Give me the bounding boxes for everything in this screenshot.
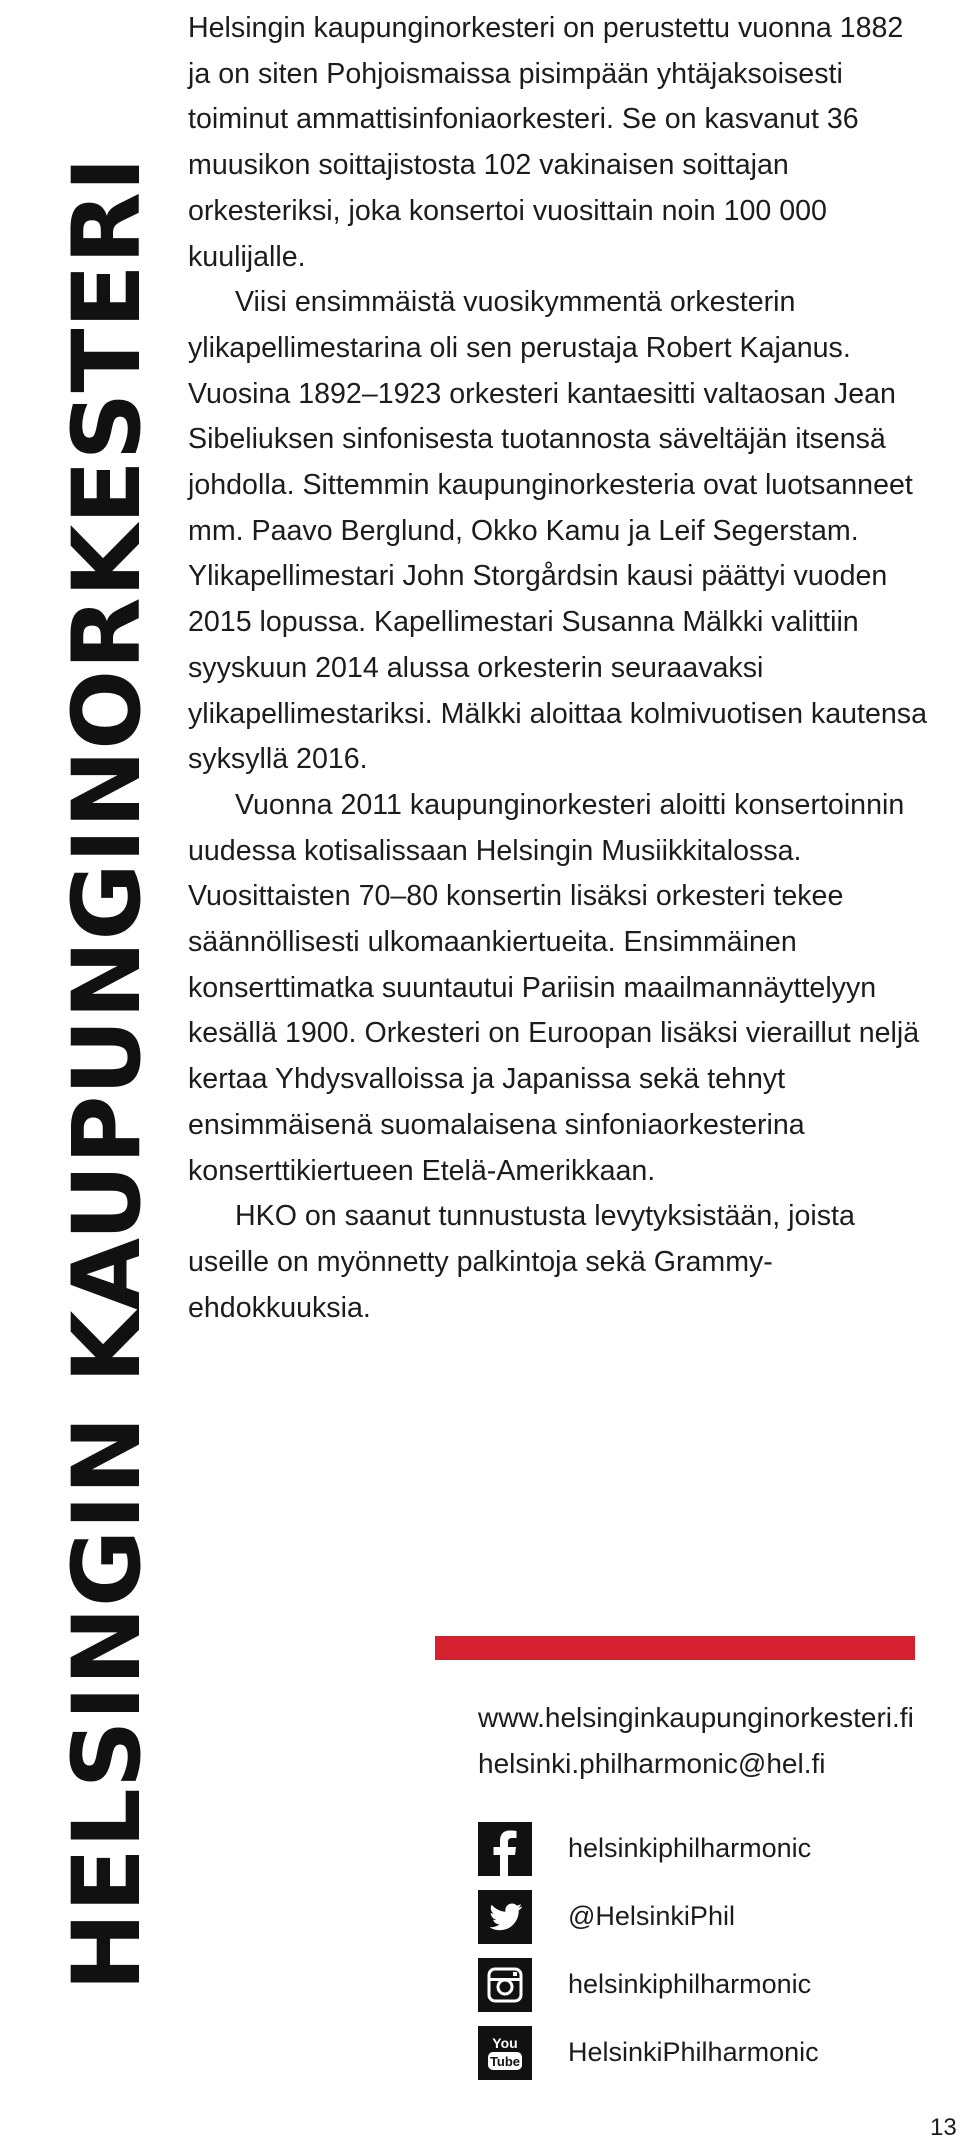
twitter-icon — [478, 1890, 532, 1944]
instagram-handle: helsinkiphilharmonic — [568, 1969, 812, 1999]
facebook-handle: helsinkiphilharmonic — [568, 1833, 812, 1863]
paragraph: HKO on saanut tunnustusta levytyksistään, joista useille on myönnetty palkintoja sekä Grammy-ehdokkuuksia. — [188, 1200, 855, 1324]
youtube-icon-text-top: You — [492, 2035, 518, 2051]
article-body — [188, 6, 928, 1331]
red-divider-bar — [435, 1636, 915, 1660]
social-row-youtube[interactable] — [478, 2026, 898, 2094]
youtube-icon — [478, 2026, 532, 2080]
contact-block — [478, 1695, 914, 1787]
website-link[interactable]: www.helsinginkaupunginorkesteri.fi — [478, 1702, 914, 1733]
youtube-handle: HelsinkiPhilharmonic — [568, 2037, 819, 2067]
paragraph: Helsingin kaupunginorkesteri on perustettu vuonna 1882 ja on siten Pohjoismaissa pisimpään yhtäjaksoisesti toiminut ammattisinfoniaorkesteri. Se on kasvanut 36 muusikon soittajistosta 102 vakinaisen soittajan orkesteriksi, joka konsertoi vuosittain noin 100 000 kuulijalle. — [188, 12, 904, 273]
social-links — [478, 1822, 898, 2094]
facebook-icon — [478, 1822, 532, 1876]
paragraph: Vuonna 2011 kaupunginorkesteri aloitti konsertoinnin uudessa kotisalissaan Helsingin Musiikkitalossa. Vuosittaisten 70–80 konsertin lisäksi orkesteri tekee säännöllisesti ulkomaankiertueita. Ensimmäinen konserttimatka suuntautui Pariisin maailmannäyttelyyn kesällä 1900. Orkesteri on Euroopan lisäksi vieraillut neljä kertaa Yhdysvalloissa ja Japanissa sekä tehnyt ensimmäisenä suomalaisena sinfoniaorkesterina konserttikiertueen Etelä-Amerikkaan. — [188, 788, 920, 1187]
youtube-icon-text-bottom: Tube — [489, 2054, 521, 2069]
social-row-instagram[interactable] — [478, 1958, 898, 2026]
instagram-icon — [478, 1958, 532, 2012]
social-row-twitter[interactable] — [478, 1890, 898, 1958]
paragraph: Viisi ensimmäistä vuosikymmentä orkesterin ylikapellimestarina oli sen perustaja Robert Kajanus. Vuosina 1892–1923 orkesteri kantaesitti valtaosan Jean Sibeliuksen sinfonisesta tuotannosta säveltäjän itsensä johdolla. Sittemmin kaupunginorkesteria ovat luotsanneet mm. Paavo Berglund, Okko Kamu ja Leif Segerstam. Ylikapellimestari John Storgårdsin kausi päättyi vuoden 2015 lopussa. Kapellimestari Susanna Mälkki valittiin syyskuun 2014 alussa orkesterin seuraavaksi ylikapellimestariksi. Mälkki aloittaa kolmivuotisen kautensa syksyllä 2016. — [188, 286, 927, 776]
twitter-handle: @HelsinkiPhil — [568, 1901, 735, 1931]
social-row-facebook[interactable] — [478, 1822, 898, 1890]
page-number: 13 — [930, 2114, 957, 2141]
vertical-title: HELSINGIN KAUPUNGINORKESTERI — [53, 156, 162, 1992]
email-link[interactable]: helsinki.philharmonic@hel.fi — [478, 1748, 826, 1779]
